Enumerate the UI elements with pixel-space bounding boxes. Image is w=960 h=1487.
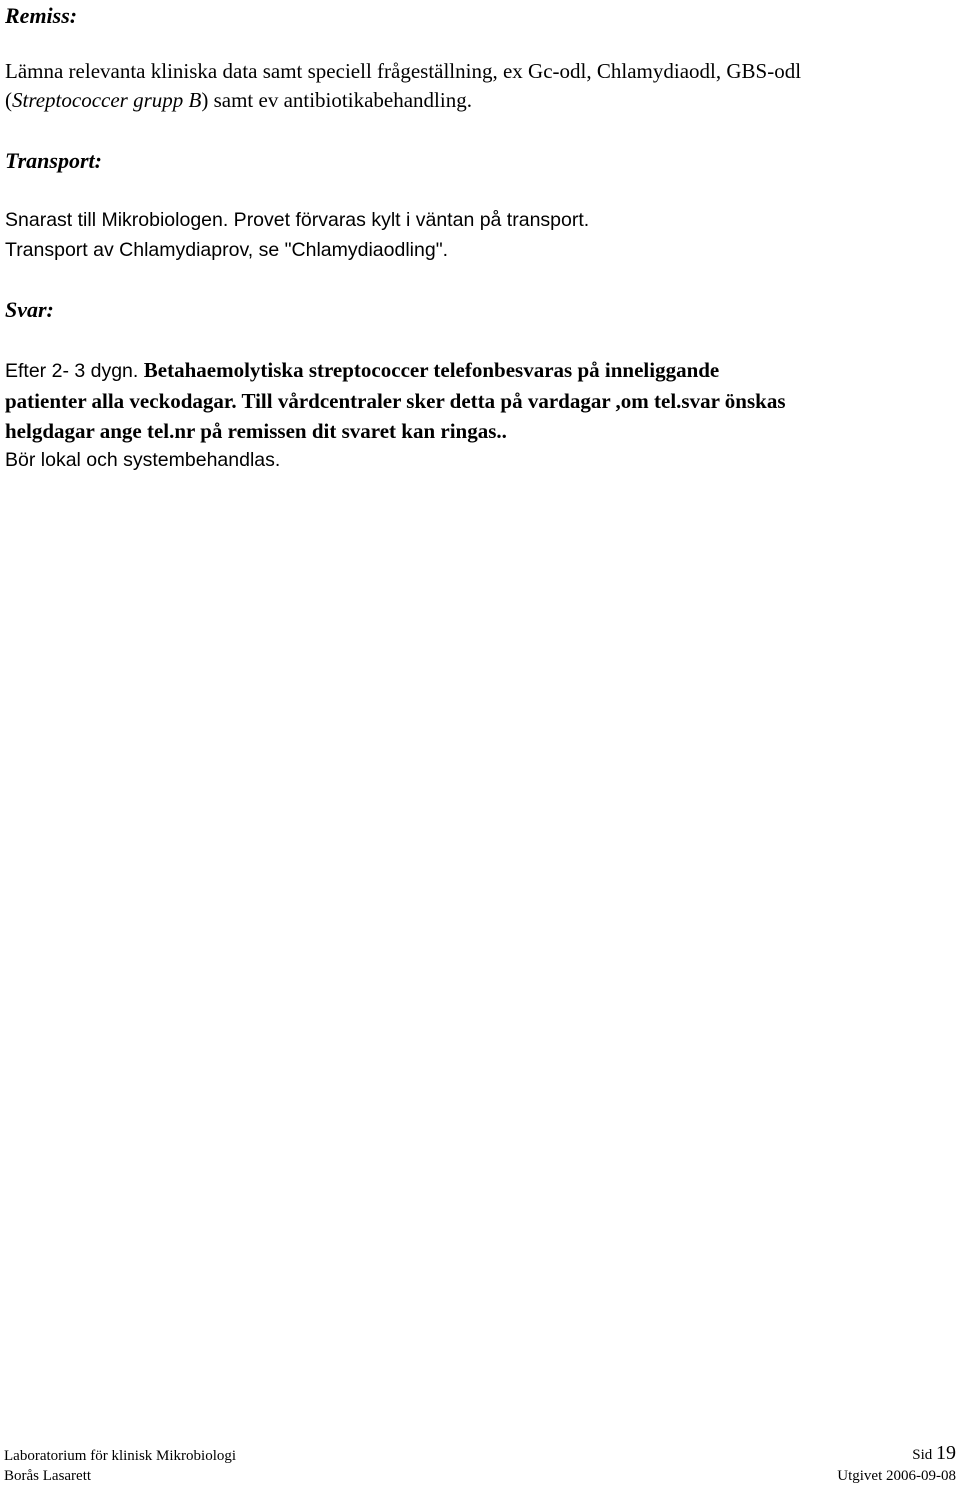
- svar-line-3: helgdagar ange tel.nr på remissen dit svaret kan ringas..: [5, 419, 507, 443]
- svar-line-4: Bör lokal och systembehandlas.: [5, 449, 281, 471]
- remiss-line-2: [5, 87, 472, 113]
- remiss-line-2-open: (: [5, 88, 12, 112]
- remiss-line-2-italic: Streptococcer grupp B: [12, 88, 202, 112]
- svar-line-2: patienter alla veckodagar. Till vårdcentraler sker detta på vardagar ,om tel.svar önskas: [5, 389, 786, 413]
- svar-line-1-bold: Betahaemolytiska streptococcer telefonbesvaras på inneliggande: [143, 358, 720, 382]
- footer-page-number: [912, 1444, 956, 1464]
- footer-lab-name: Laboratorium för klinisk Mikrobiologi: [4, 1448, 237, 1464]
- remiss-line-2-rest: ) samt ev antibiotikabehandling.: [201, 88, 472, 112]
- svar-line-1-plain: Efter 2- 3 dygn.: [5, 360, 144, 382]
- transport-line-1: Snarast till Mikrobiologen. Provet förvaras kylt i väntan på transport.: [5, 209, 590, 231]
- transport-line-2: Transport av Chlamydiaprov, se "Chlamydiaodling".: [5, 239, 449, 261]
- svar-line-1: [5, 357, 719, 384]
- svar-heading: Svar:: [5, 297, 54, 322]
- footer-issued-date: Utgivet 2006-09-08: [837, 1468, 956, 1484]
- footer-hospital-name: Borås Lasarett: [4, 1468, 92, 1484]
- footer-sid-number: 19: [936, 1442, 956, 1464]
- footer-sid-label: Sid: [912, 1447, 933, 1463]
- remiss-heading: Remiss:: [5, 3, 78, 28]
- transport-heading: Transport:: [5, 148, 102, 173]
- remiss-line-1: Lämna relevanta kliniska data samt speciell frågeställning, ex Gc-odl, Chlamydiaodl, GBS-odl: [5, 59, 802, 83]
